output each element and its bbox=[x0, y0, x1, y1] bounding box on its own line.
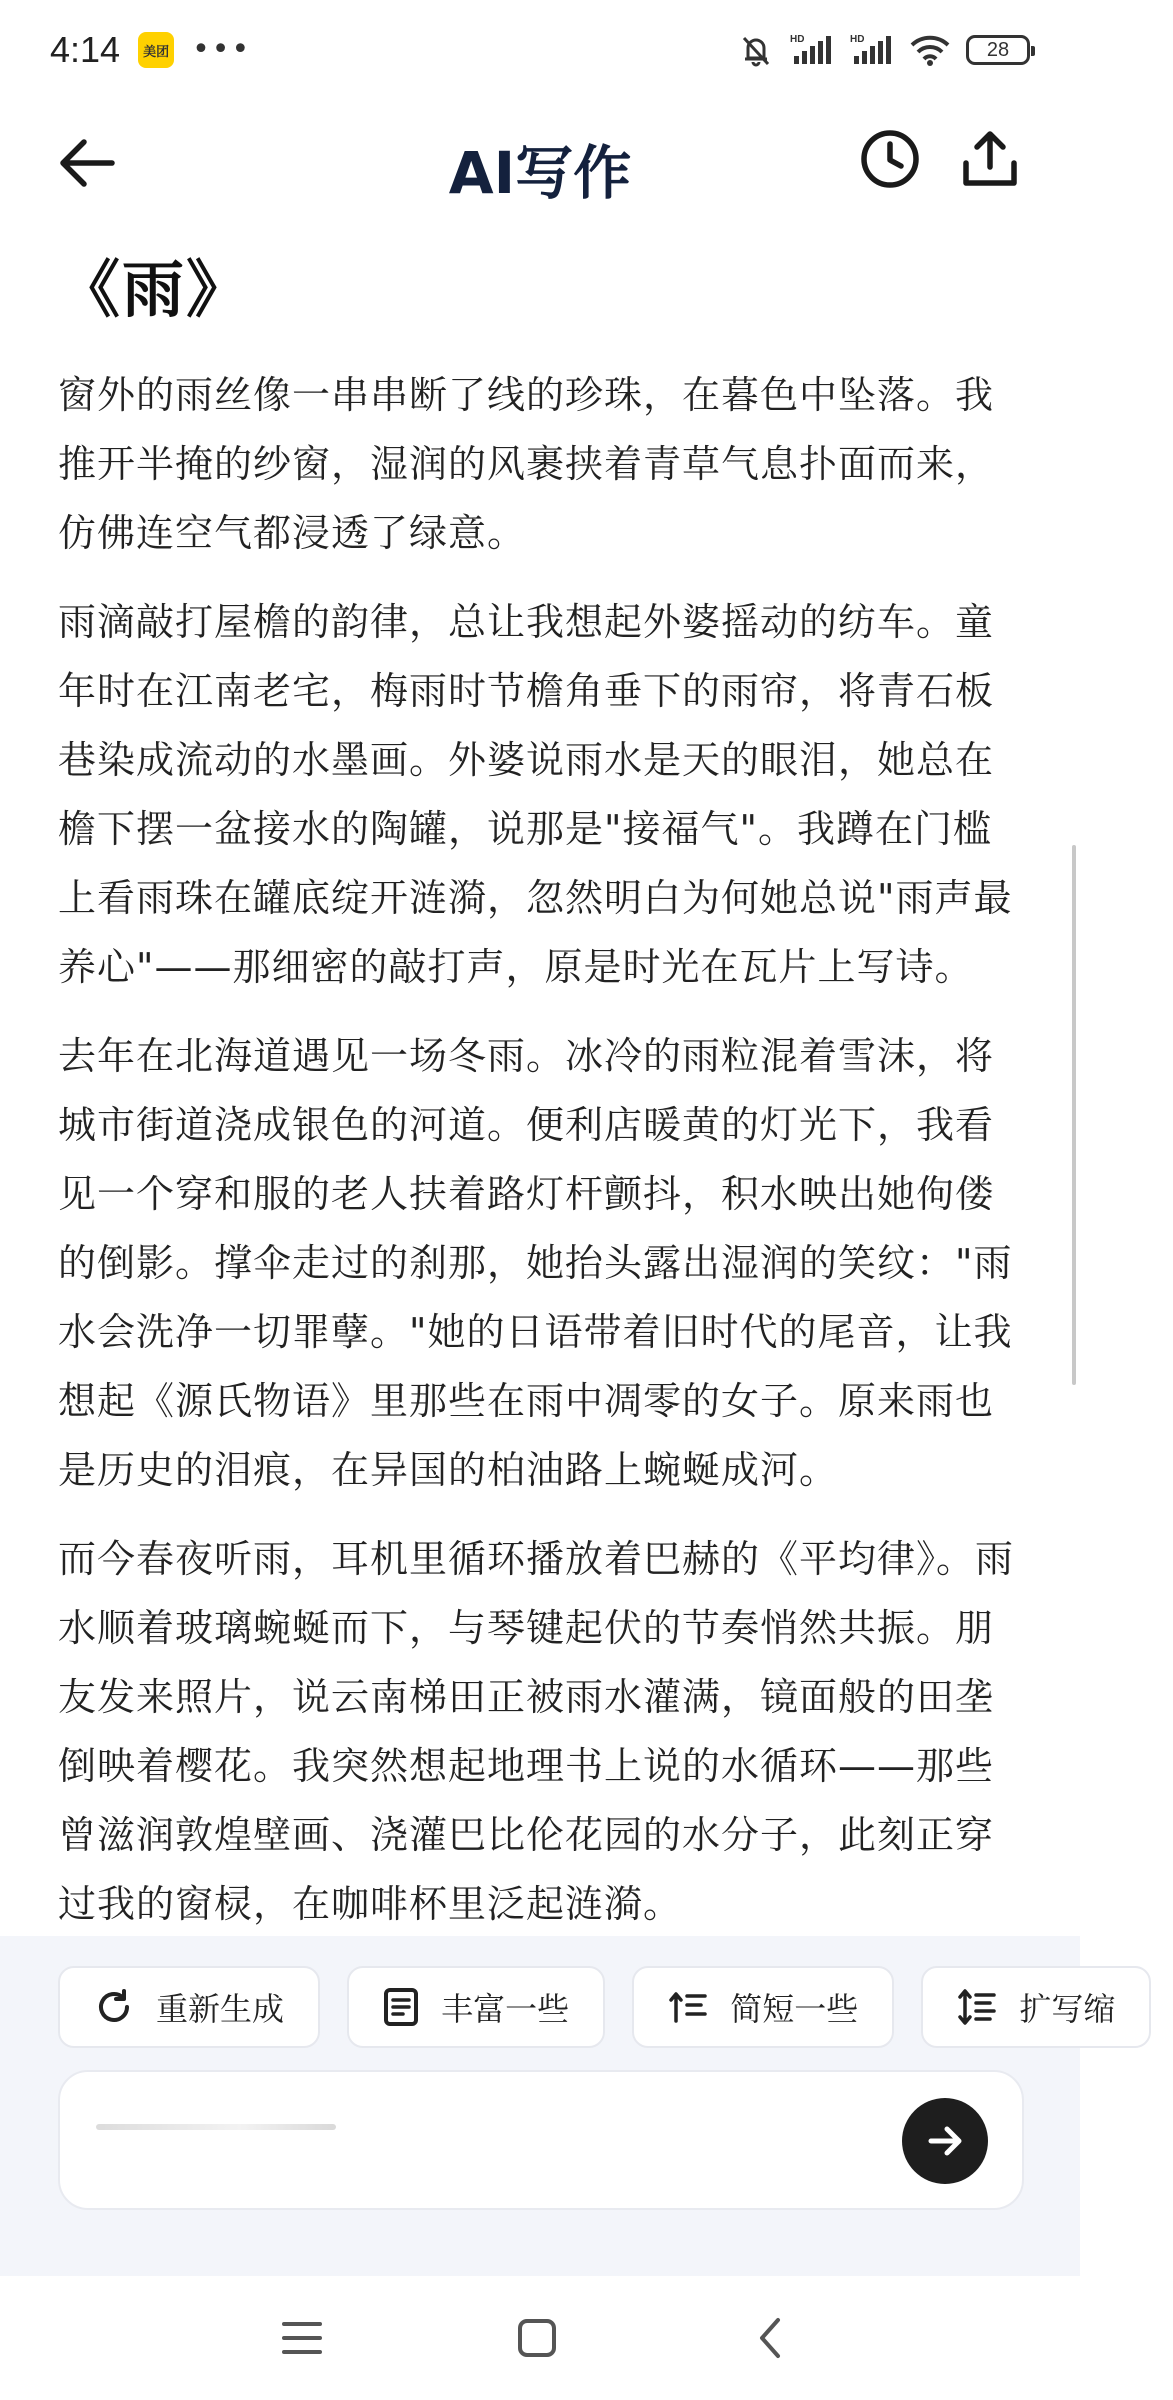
back-chevron-icon bbox=[754, 2316, 786, 2360]
battery-level: 28 bbox=[986, 38, 1010, 61]
article-title: 《雨》 bbox=[58, 253, 251, 326]
send-arrow-icon bbox=[923, 2119, 967, 2163]
prompt-input[interactable] bbox=[58, 2070, 1024, 2210]
article-content bbox=[58, 240, 1018, 1959]
more-notifications-icon: ••• bbox=[192, 32, 252, 67]
home-square-icon bbox=[516, 2317, 558, 2359]
action-chips bbox=[58, 1966, 1116, 2050]
page-title: AI写作 bbox=[448, 139, 632, 207]
input-placeholder-line bbox=[96, 2124, 336, 2130]
share-upload-icon bbox=[960, 129, 1020, 189]
regenerate-button[interactable] bbox=[58, 1966, 320, 2048]
mute-bell-icon bbox=[738, 32, 774, 68]
article-paragraph: 雨滴敲打屋檐的韵律，总让我想起外婆摇动的纺车。童年时在江南老宅，梅雨时节檐角垂下的雨帘，将青石板巷染成流动的水墨画。外婆说雨水是天的眼泪，她总在檐下摆一盆接水的陶罐，说那是"接福气"。我蹲在门槛上看雨珠在罐底绽开涟漪，忽然明白为何她总说"雨声最养心"——那细密的敲打声，原是时光在瓦片上写诗。 bbox=[58, 600, 1013, 989]
expand-label: 扩写缩 bbox=[1019, 1990, 1116, 2028]
article-paragraph: 去年在北海道遇见一场冬雨。冰冷的雨粒混着雪沫，将城市街道浇成银色的河道。便利店暖黄的灯光下，我看见一个穿和服的老人扶着路灯杆颤抖，积水映出她佝偻的倒影。撑伞走过的刹那，她抬头露出湿润的笑纹："雨水会洗净一切罪孽。"她的日语带着旧时代的尾音，让我想起《源氏物语》里那些在雨中凋零的女子。原来雨也是历史的泪痕，在异国的柏油路上蜿蜒成河。 bbox=[58, 1034, 1013, 1492]
history-button[interactable] bbox=[855, 124, 925, 194]
enrich-label: 丰富一些 bbox=[441, 1990, 570, 2028]
recent-apps-button[interactable] bbox=[262, 2298, 342, 2378]
document-icon bbox=[383, 1987, 419, 2027]
history-clock-icon bbox=[859, 128, 921, 190]
action-panel bbox=[0, 1936, 1116, 2276]
system-nav-bar bbox=[0, 2276, 1080, 2400]
battery-icon bbox=[966, 35, 1030, 65]
expand-lines-icon bbox=[957, 1987, 997, 2027]
regenerate-label: 重新生成 bbox=[156, 1990, 285, 2028]
status-time: 4:14 bbox=[50, 29, 121, 70]
svg-text:HD: HD bbox=[790, 34, 805, 45]
meituan-app-icon: 美团 bbox=[138, 32, 174, 68]
app-header bbox=[0, 110, 1080, 210]
shorten-lines-icon bbox=[668, 1989, 708, 2025]
status-bar bbox=[0, 0, 1080, 100]
wifi-icon bbox=[910, 33, 950, 67]
svg-text:HD: HD bbox=[850, 34, 865, 45]
article-paragraph: 而今春夜听雨，耳机里循环播放着巴赫的《平均律》。雨水顺着玻璃蜿蜒而下，与琴键起伏的节奏悄然共振。朋友发来照片，说云南梯田正被雨水灌满，镜面般的田垄倒映着樱花。我突然想起地理书上说的水循环——那些曾滋润敦煌壁画、浇灌巴比伦花园的水分子，此刻正穿过我的窗棂，在咖啡杯里泛起涟漪。 bbox=[58, 1537, 1015, 1926]
shorten-label: 简短一些 bbox=[730, 1990, 859, 2028]
enrich-button[interactable] bbox=[347, 1966, 605, 2048]
refresh-icon bbox=[94, 1987, 134, 2027]
expand-button[interactable] bbox=[921, 1966, 1151, 2048]
shorten-button[interactable] bbox=[632, 1966, 894, 2048]
signal-hd-1-icon bbox=[790, 32, 834, 68]
article-paragraph: 窗外的雨丝像一串串断了线的珍珠，在暮色中坠落。我推开半掩的纱窗，湿润的风裹挟着青草气息扑面而来，仿佛连空气都浸透了绿意。 bbox=[58, 373, 995, 555]
status-icons bbox=[738, 32, 1030, 68]
signal-hd-2-icon bbox=[850, 32, 894, 68]
share-button[interactable] bbox=[955, 124, 1025, 194]
send-button[interactable] bbox=[902, 2098, 988, 2184]
system-back-button[interactable] bbox=[730, 2298, 810, 2378]
scrollbar-thumb[interactable] bbox=[1072, 845, 1076, 1385]
home-button[interactable] bbox=[497, 2298, 577, 2378]
menu-icon bbox=[280, 2318, 324, 2358]
